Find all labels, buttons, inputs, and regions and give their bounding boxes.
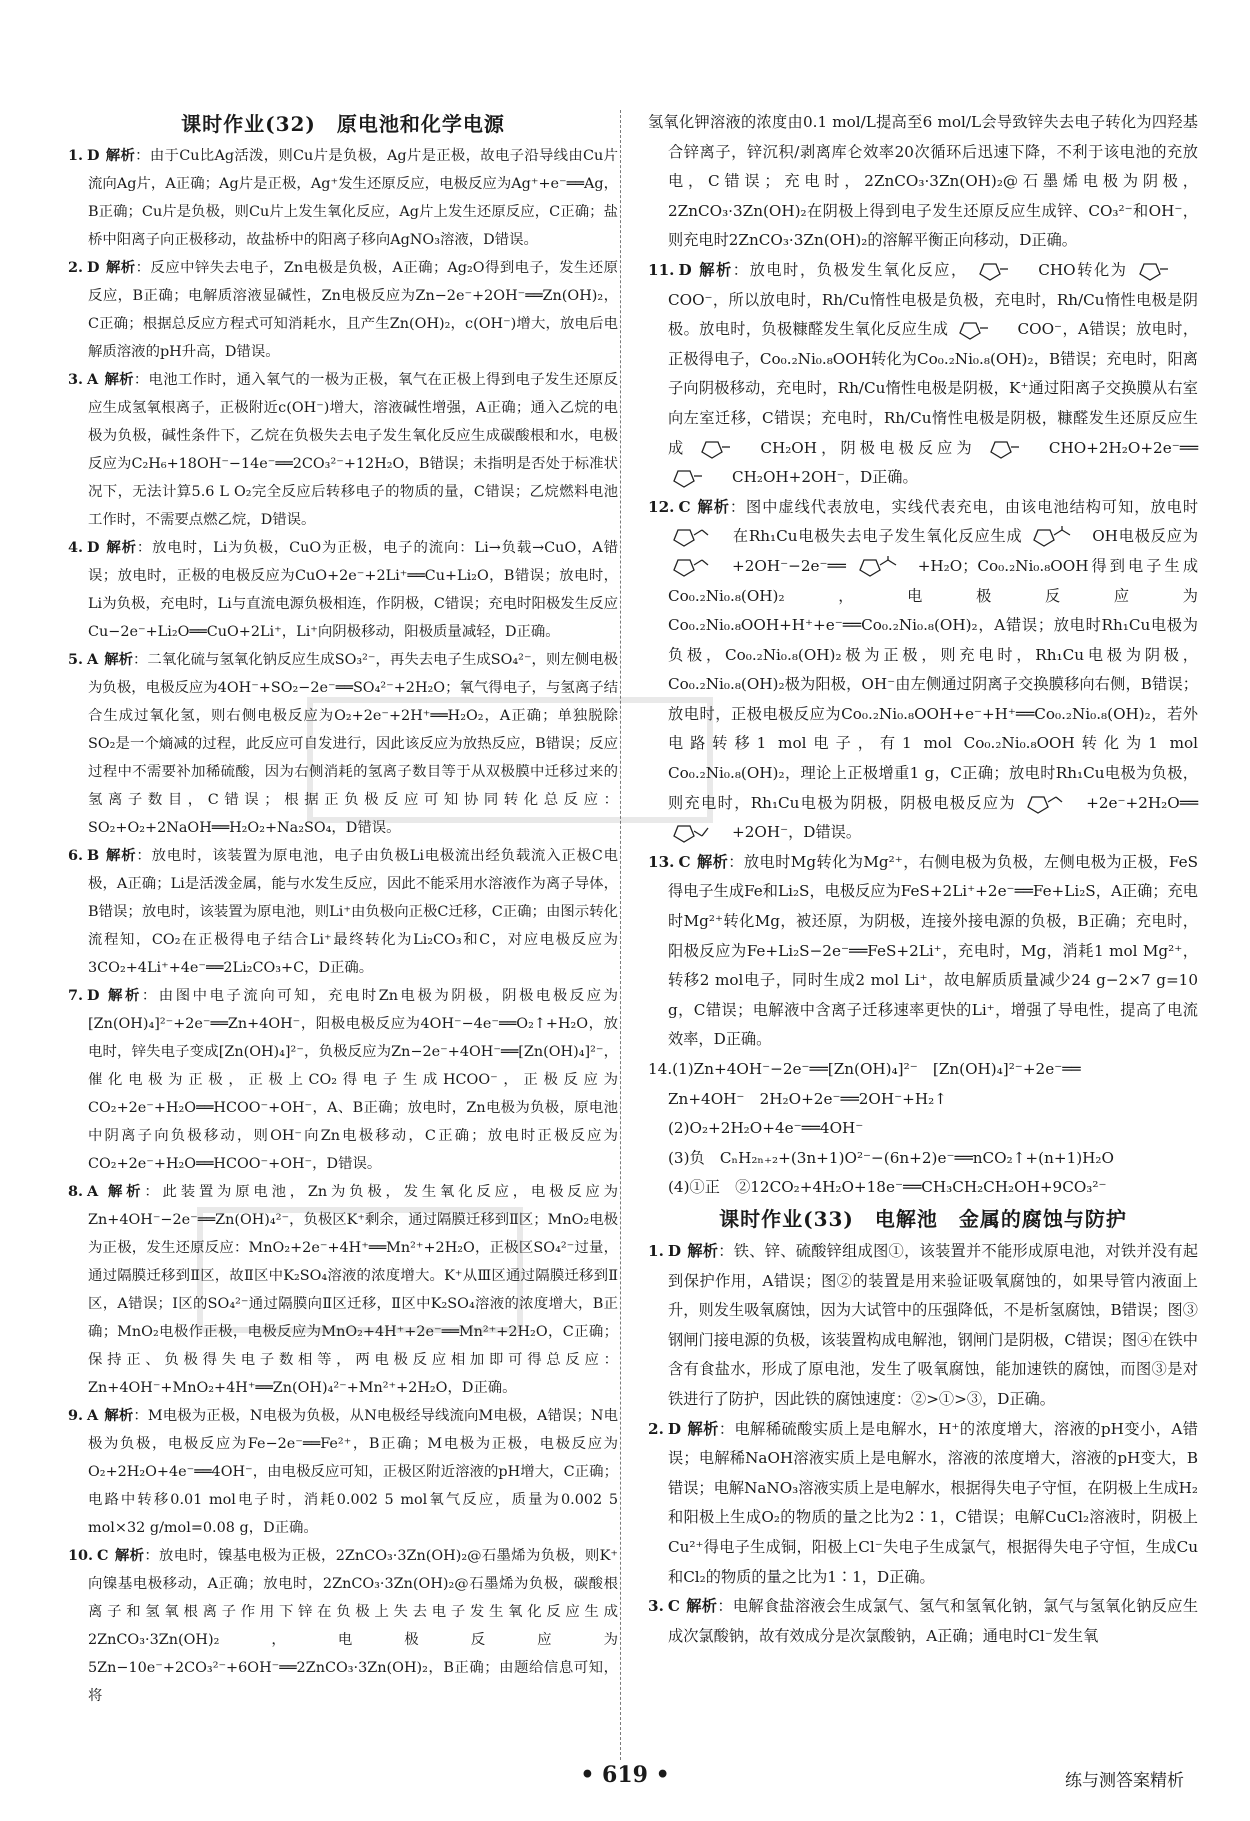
answer-item-5: 5. A 解析：二氧化硫与氢氧化钠反应生成SO₃²⁻，再失去电子生成SO₄²⁻，则左侧电极为负极，电极反应为4OH⁻+SO₂−2e⁻══SO₄²⁻+2H₂O；氧气得电子，与氢离子结合生成过氧化氢，则右侧电极反应为O₂+2e⁻+2H⁺══H₂O₂，A正确；单独脱除SO₂是一个熵减的过程，此反应可自发进行，因此该反应为放热反应，B错误；反应过程中不需要补加稀硫酸，因为右侧消耗的氢离子数目等于从双极膜中迁移过来的氢离子数目，C错误；根据正负极反应可知协同转化总反应：SO₂+O₂+2NaOH══H₂O₂+Na₂SO₄，D错误。 <box>68 651 618 836</box>
furfural-structure-icon <box>672 526 728 548</box>
furan-structure-icon <box>700 438 756 460</box>
furan-structure-icon <box>672 467 728 489</box>
answer-item-1: 1. D 解析：由于Cu比Ag活泼，则Cu片是负极，Ag片是正极，故电子沿导线由Cu片流向Ag片，A正确；Ag片是正极，Ag⁺发生还原反应，电极反应为Ag⁺+e⁻══Ag，B正确；Cu片是负极，则Cu片上发生氧化反应，Ag片上发生还原反应，C正确；盐桥中阳离子向正极移动，故盐桥中的阳离子移向AgNO₃溶液，D错误。 <box>68 147 618 248</box>
answer-item-14: 14.(1)Zn+4OH⁻−2e⁻══[Zn(OH)₄]²⁻ [Zn(OH)₄]²⁻+2e⁻══ Zn+4OH⁻ 2H₂O+2e⁻══2OH⁻+H₂↑ (2)O₂+2H₂O+4e⁻══4OH⁻ (3)负 CₙH₂ₙ₊₂+(3n+1)O²⁻−(6n+2)e⁻══nCO₂↑+(n+1)H₂O (4)①正 ②12CO₂+4H₂O+18e⁻══CH₃CH₂CH₂OH+9CO₃²⁻ <box>648 1060 1114 1197</box>
answer-item-cont-0: 氢氧化钾溶液的浓度由0.1 mol/L提高至6 mol/L会导致锌失去电子转化为四羟基合锌离子，锌沉积/剥离库仑效率20次循环后迅速下降，不利于该电池的充放电，C错误；充电时，2ZnCO₃·3Zn(OH)₂@石墨烯电极为阴极，2ZnCO₃·3Zn(OH)₂在阴极上得到电子发生还原反应生成锌、CO₃²⁻和OH⁻，则充电时2ZnCO₃·3Zn(OH)₂的溶解平衡正向移动，D正确。 <box>648 113 1198 250</box>
furan-structure-icon <box>978 260 1034 282</box>
furfuryl-alcohol-structure-icon <box>672 822 728 844</box>
right-answer-list-bottom <box>648 1237 1198 1651</box>
section-title-33: 课时作业(33) 电解池 金属的腐蚀与防护 <box>719 1206 1127 1231</box>
page-number: • 619 • <box>580 1762 670 1788</box>
footer-label: 练与测答案精析 <box>1065 1771 1184 1791</box>
answer-item-8: 8. A 解析：此装置为原电池，Zn为负极，发生氧化反应，电极反应为Zn+4OH⁻−2e⁻══Zn(OH)₄²⁻，负极区K⁺剩余，通过隔膜迁移到Ⅱ区；MnO₂电极为正极，发生还原反应：MnO₂+2e⁻+4H⁺══Mn²⁺+2H₂O，正极区SO₄²⁻过量，通过隔膜迁移到Ⅱ区，故Ⅱ区中K₂SO₄溶液的浓度增大。K⁺从Ⅲ区通过隔膜迁移到Ⅱ区，A错误；Ⅰ区的SO₄²⁻通过隔膜向Ⅱ区迁移，Ⅱ区中K₂SO₄溶液的浓度增大，B正确；MnO₂电极作正极，电极反应为MnO₂+4H⁺+2e⁻══Mn²⁺+2H₂O，C正确；保持正、负极得失电子数相等，两电极反应相加即可得总反应：Zn+4OH⁻+MnO₂+4H⁺══Zn(OH)₄²⁻+Mn²⁺+2H₂O，D正确。 <box>68 1183 618 1396</box>
furan-structure-icon <box>958 319 1014 341</box>
answer-item-4: 4. D 解析：放电时，Li为负极，CuO为正极，电子的流向：Li→负载→CuO，A错误；放电时，正极的电极反应为CuO+2e⁻+2Li⁺══Cu+Li₂O，B错误；放电时，Li为负极，充电时，Li与直流电源负极相连，作阴极，C错误；充电时阳极发生反应Cu−2e⁻+Li₂O══CuO+2Li⁺，Li⁺向阴极移动，阳极质量减轻，D正确。 <box>68 539 618 640</box>
answer-item-6: 6. B 解析：放电时，该装置为原电池，电子由负极Li电极流出经负载流入正极C电极，A正确；Li是活泼金属，能与水发生反应，因此不能采用水溶液作为离子导体，B错误；放电时，该装置为原电池，则Li⁺由负极向正极C迁移，C正确；由图示转化流程知，CO₂在正极得电子结合Li⁺最终转化为Li₂CO₃和C，对应电极反应为3CO₂+4Li⁺+4e⁻══2Li₂CO₃+C，D正确。 <box>68 847 618 976</box>
answer-item-13: 13. C 解析：放电时Mg转化为Mg²⁺，右侧电极为负极，左侧电极为正极，FeS得电子生成Fe和Li₂S，电极反应为FeS+2Li⁺+2e⁻══Fe+Li₂S，A正确；充电时Mg²⁺转化Mg，被还原，为阴极，连接外接电源的负极，B正确；充电时，阳极反应为Fe+Li₂S−2e⁻══FeS+2Li⁺，充电时，Mg，消耗1 mol Mg²⁺，转移2 mol电子，同时生成2 mol Li⁺，故电解质质量减少24 g−2×7 g=10 g，C错误；电解液中含离子迁移速率更快的Li⁺，增强了导电性，提高了电流效率，D正确。 <box>648 852 1199 1049</box>
left-column <box>68 108 618 1710</box>
answer-item-9: 9. A 解析：M电极为正极，N电极为负极，从N电极经导线流向M电极，A错误；N电极为负极，电极反应为Fe−2e⁻══Fe²⁺，B正确；M电极为正极，电极反应为O₂+2H₂O+4e⁻══4OH⁻，由电极反应可知，正极区附近溶液的pH增大，C正确；电路中转移0.01 mol电子时，消耗0.002 5 mol氧气反应，质量为0.002 5 mol×32 g/mol=0.08 g，D正确。 <box>68 1407 618 1536</box>
answer-item-b-3: 3. C 解析：电解食盐溶液会生成氯气、氢气和氢氧化钠，氯气与氢氧化钠反应生成次氯酸钠，故有效成分是次氯酸钠，A正确；通电时Cl⁻发生氧 <box>648 1597 1199 1645</box>
answer-item-7: 7. D 解析：由图中电子流向可知，充电时Zn电极为阴极，阴极电极反应为[Zn(OH)₄]²⁻+2e⁻══Zn+4OH⁻，阳极电极反应为4OH⁻−4e⁻══O₂↑+H₂O，放电时，锌失电子变成[Zn(OH)₄]²⁻，负极反应为Zn−2e⁻+4OH⁻══[Zn(OH)₄]²⁻，催化电极为正极，正极上CO₂得电子生成HCOO⁻，正极反应为CO₂+2e⁻+H₂O══HCOO⁻+OH⁻，A、B正确；放电时，Zn电极为负极，原电池中阴离子向负极移动，则OH⁻向Zn电极移动，C正确；放电时正极反应为CO₂+2e⁻+H₂O══HCOO⁻+OH⁻，D错误。 <box>68 987 618 1172</box>
right-column <box>648 108 1198 1651</box>
answer-item-11: 11. D 解析：放电时，负极发生氧化反应， CHO转化为 COO⁻，所以放电时，Rh/Cu惰性电极是负极，充电时，Rh/Cu惰性电极是阴极。放电时，负极糠醛发生氧化反应生成 COO⁻，A错误；放电时，正极得电子，Co₀.₂Ni₀.₈OOH转化为Co₀.₂Ni₀.₈(OH)₂，B错误；充电时，阳离子向阴极移动，充电时，Rh/Cu惰性电极是阴极，K⁺通过阳离子交换膜从右室向左室迁移，C错误；充电时，Rh/Cu惰性电极是阴极，糠醛发生还原反应生成 CH₂OH，阴极电极反应为 CHO+2H₂O+2e⁻══ CH₂OH+2OH⁻，D正确。 <box>648 256 1198 493</box>
left-answer-list <box>68 142 618 1710</box>
column-divider <box>620 110 621 1760</box>
answer-item-10: 10. C 解析：放电时，镍基电极为正极，2ZnCO₃·3Zn(OH)₂@石墨烯为负极，则K⁺向镍基电极移动，A正确；放电时，2ZnCO₃·3Zn(OH)₂@石墨烯为负极，碳酸根离子和氢氧根离子作用下锌在负极上失去电子发生氧化反应生成2ZnCO₃·3Zn(OH)₂，电极反应为5Zn−10e⁻+2CO₃²⁻+6OH⁻══2ZnCO₃·3Zn(OH)₂，B正确；由题给信息可知，将 <box>68 1547 618 1704</box>
answer-item-b-2: 2. D 解析：电解稀硫酸实质上是电解水，H⁺的浓度增大，溶液的pH变小，A错误；电解稀NaOH溶液实质上是电解水，溶液的浓度增大，溶液的pH变大，B错误；电解NaNO₃溶液实质上是电解水，根据得失电子守恒，在阴极上生成H₂和阳极上生成O₂的物质的量之比为2∶1，C错误；电解CuCl₂溶液时，阴极上Cu²⁺得电子生成铜，阳极上Cl⁻失电子生成氯气，根据得失电子守恒，生成Cu和Cl₂的物质的量之比为1∶1，D正确。 <box>648 1419 1198 1586</box>
furoic-acid-structure-icon <box>1032 526 1088 548</box>
section-title-32: 课时作业(32) 原电池和化学电源 <box>181 112 505 136</box>
furoic-acid-structure-icon <box>858 556 914 578</box>
answer-item-2: 2. D 解析：反应中锌失去电子，Zn电极是负极，A正确；Ag₂O得到电子，发生还原反应，B正确；电解质溶液显碱性，Zn电极反应为Zn−2e⁻+2OH⁻══Zn(OH)₂，C正确；根据总反应方程式可知消耗水，且产生Zn(OH)₂，c(OH⁻)增大，放电后电解质溶液的pH升高，D错误。 <box>68 259 618 360</box>
furfural-structure-icon <box>1026 793 1082 815</box>
right-answer-list-top <box>648 108 1198 256</box>
right-answer-list-mid <box>648 848 1198 1055</box>
furfural-structure-icon <box>672 556 728 578</box>
answer-item-b-1: 1. D 解析：铁、锌、硫酸锌组成图①，该装置并不能形成原电池，对铁并没有起到保护作用，A错误；图②的装置是用来验证吸氧腐蚀的，如果导管内液面上升，则发生吸氧腐蚀，因为大试管中的压强降低，不是析氢腐蚀，B错误；图③钢闸门接电源的负极，该装置构成电解池，钢闸门是阴极，C错误；图④在铁中含有食盐水，形成了原电池，发生了吸氧腐蚀，能加速铁的腐蚀，而图③是对铁进行了防护，因此铁的腐蚀速度：②>①>③，D正确。 <box>648 1241 1199 1408</box>
furan-structure-icon <box>1138 260 1194 282</box>
furan-structure-icon <box>989 438 1045 460</box>
answer-item-12: 12. C 解析：图中虚线代表放电，实线代表充电，由该电池结构可知，放电时 在Rh₁Cu电极失去电子发生氧化反应生成 OH电极反应为 +2OH⁻−2e⁻══ +H₂O；Co₀.₂Ni₀.₈OOH得到电子生成Co₀.₂Ni₀.₈(OH)₂，电极反应为Co₀.₂Ni₀.₈OOH+H⁺+e⁻══Co₀.₂Ni₀.₈(OH)₂，A错误；放电时Rh₁Cu电极为负极，Co₀.₂Ni₀.₈(OH)₂极为正极，则充电时，Rh₁Cu电极为阴极，Co₀.₂Ni₀.₈(OH)₂极为阳极，OH⁻由左侧通过阴离子交换膜移向右侧，B错误；放电时，正极电极反应为Co₀.₂Ni₀.₈OOH+e⁻+H⁺══Co₀.₂Ni₀.₈(OH)₂，若外电路转移1 mol电子，有1 mol Co₀.₂Ni₀.₈OOH转化为1 mol Co₀.₂Ni₀.₈(OH)₂，理论上正极增重1 g，C正确；放电时Rh₁Cu电极为负极，则充电时，Rh₁Cu电极为阴极，阴极电极反应为 +2e⁻+2H₂O══ +2OH⁻，D错误。 <box>648 493 1198 848</box>
answer-item-3: 3. A 解析：电池工作时，通入氧气的一极为正极，氧气在正极上得到电子发生还原反应生成氢氧根离子，正极附近c(OH⁻)增大，溶液碱性增强，A正确；通入乙烷的电极为负极，碱性条件下，乙烷在负极失去电子发生氧化反应生成碳酸根和水，电极反应为C₂H₆+18OH⁻−14e⁻══2CO₃²⁻+12H₂O，B错误；未指明是否处于标准状况下，无法计算5.6 L O₂完全反应后转移电子的物质的量，C错误；乙烷燃料电池工作时，不需要点燃乙烷，D错误。 <box>68 371 618 528</box>
